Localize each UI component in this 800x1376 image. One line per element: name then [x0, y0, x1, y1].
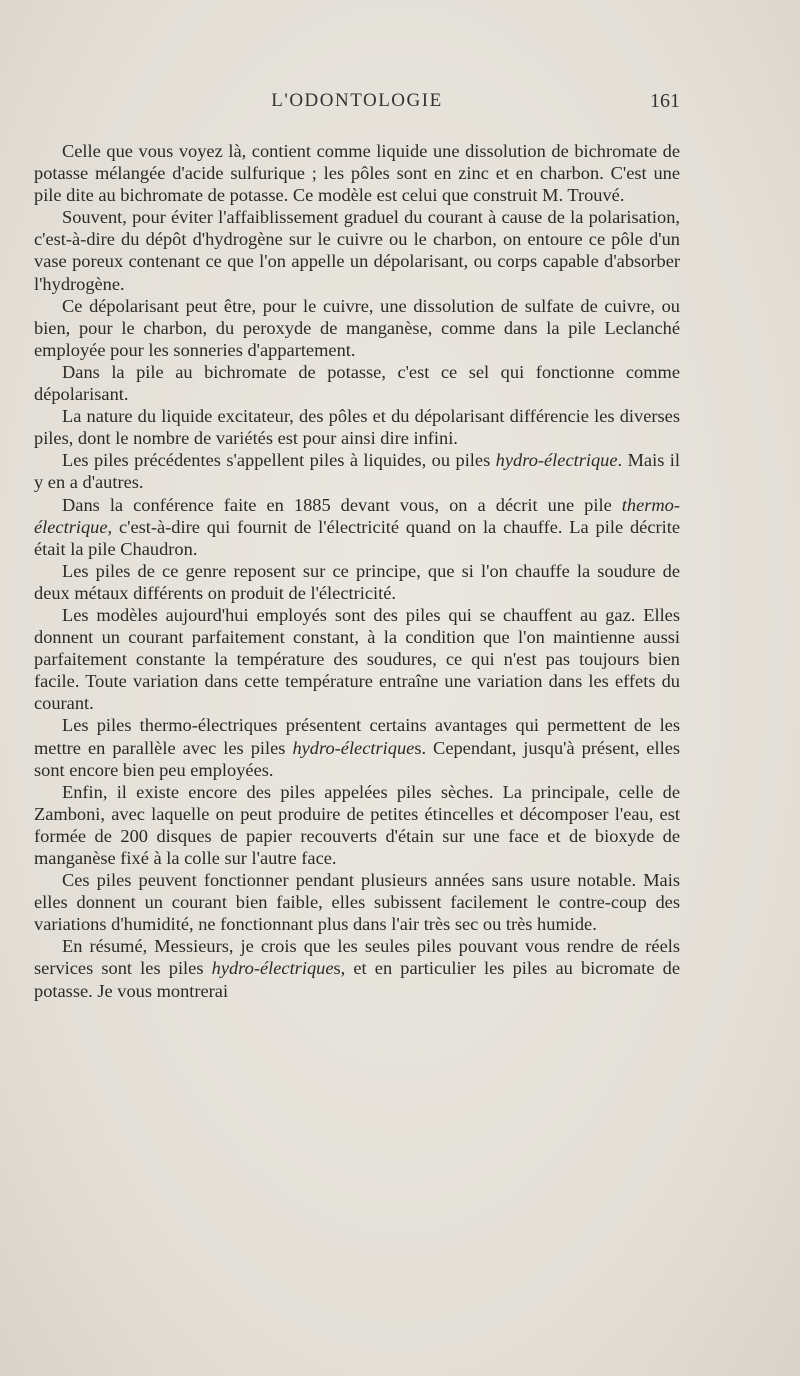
paragraph: Celle que vous voyez là, contient comme liquide une dissolution de bichromate de potasse mélangée d'acide sulfurique ; les pôles sont en zinc et en charbon. C'est une pile dite au bichromate de potasse. Ce modèle est celui que construit M. Trouvé. [34, 141, 680, 206]
paragraph: Les piles précédentes s'appellent piles à liquides, ou piles hydro-électrique. Mais il y en a d'autres. [34, 450, 681, 493]
body-text [34, 140, 680, 1002]
page-number: 161 [650, 90, 680, 112]
paragraph: Dans la pile au bichromate de potasse, c'est ce sel qui fonctionne comme dépolarisant. [34, 361, 680, 405]
italic-term: thermo-électrique [34, 494, 680, 537]
italic-term: hydro-électrique [211, 958, 334, 979]
paragraph: Ces piles peuvent fonctionner pendant plusieurs années sans usure notable. Mais elles donnent un courant bien faible, elles subissent facilement le contre-coup des variations d'humidité, ne fonctionnant plus dans l'air très sec ou très humide. [34, 870, 680, 935]
page-header [34, 90, 680, 114]
paragraph: Souvent, pour éviter l'affaiblissement graduel du courant à cause de la polarisation, c'est-à-dire du dépôt d'hydrogène sur le cuivre ou le charbon, on entoure ce pôle d'un vase poreux contenant ce que l'on appelle un dépolarisant, ou corps capable d'absorber l'hydrogène. [34, 207, 680, 294]
paragraph: En résumé, Messieurs, je crois que les seules piles pouvant vous rendre de réels services sont les piles hydro-électriques, et en particulier les piles au bicromate de potasse. Je vous montrerai [34, 936, 680, 1001]
paragraph: Les modèles aujourd'hui employés sont des piles qui se chauffent au gaz. Elles donnent un courant parfaitement constant, à la condition que l'on maintienne aussi parfaitement constante la température des soudures, ce qui n'est pas toujours bien facile. Toute variation dans cette température entraîne une variation dans les effets du courant. [34, 604, 680, 714]
paragraph: Les piles thermo-électriques présentent certains avantages qui permettent de les mettre en parallèle avec les piles hydro-électriques. Cependant, jusqu'à présent, elles sont encore bien peu employées. [34, 715, 681, 780]
italic-term: hydro-électrique [292, 737, 415, 758]
paragraph: Dans la conférence faite en 1885 devant vous, on a décrit une pile thermo-électrique, c'est-à-dire qui fournit de l'électricité quand on la chauffe. La pile décrite était la pile Chaudron. [34, 494, 680, 559]
paragraph: Ce dépolarisant peut être, pour le cuivre, une dissolution de sulfate de cuivre, ou bien, pour le charbon, du peroxyde de manganèse, comme dans la pile Leclanché employée pour les sonneries d'appartement. [34, 295, 680, 360]
italic-term: hydro-électrique [495, 450, 618, 471]
paragraph: La nature du liquide excitateur, des pôles et du dépolarisant différencie les diverses piles, dont le nombre de variétés est pour ainsi dire infini. [34, 406, 680, 449]
paragraph: Enfin, il existe encore des piles appelées piles sèches. La principale, celle de Zamboni, avec laquelle on peut produire de petites étincelles et décomposer l'eau, est formée de 200 disques de papier recouverts d'étain sur une face et de bioxyde de manganèse fixé à la colle sur l'autre face. [34, 781, 680, 868]
paragraph: Les piles de ce genre reposent sur ce principe, que si l'on chauffe la soudure de deux métaux différents on produit de l'électricité. [34, 560, 680, 603]
running-title: L'ODONTOLOGIE [271, 90, 443, 111]
